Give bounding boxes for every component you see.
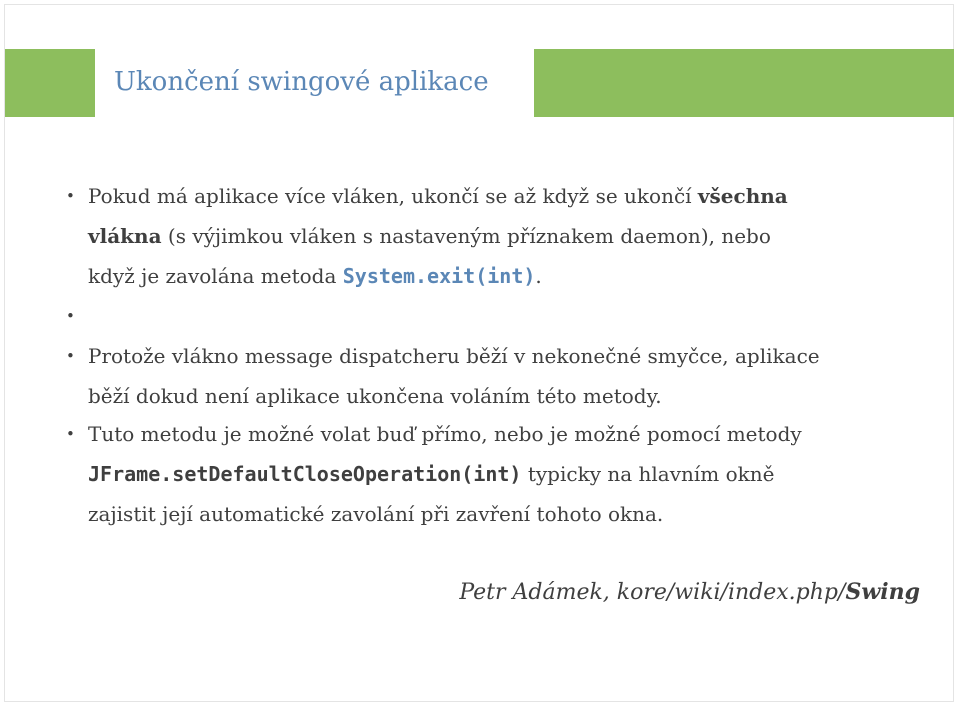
bullet-3-line-1: Protože vlákno message dispatcheru běží v nekonečné smyčce, aplikace [88, 344, 820, 368]
bullet-4-line-1: Tuto metodu je možné volat buď přímo, nebo je možné pomocí metody [88, 422, 802, 446]
header-band-left [5, 49, 95, 117]
slide-title: Ukončení swingové aplikace [114, 67, 489, 97]
bullet-icon: • [66, 347, 75, 365]
bullet-4-line-3: zajistit její automatické zavolání při zavření tohoto okna. [88, 502, 664, 526]
bullet-1-line-2: vlákna (s výjimkou vláken s nastaveným příznakem daemon), nebo [88, 224, 771, 248]
bullet-item-3 [88, 336, 918, 416]
header-band-right [534, 49, 954, 117]
bullet-icon: • [66, 425, 75, 443]
bullet-1-line-1: Pokud má aplikace více vláken, ukončí se až když se ukončí všechna [88, 184, 788, 208]
bullet-item-4 [88, 414, 918, 534]
bullet-1-line-3: když je zavolána metoda System.exit(int). [88, 264, 542, 288]
bullet-item-1 [88, 176, 918, 296]
bullet-4-line-2: JFrame.setDefaultCloseOperation(int) typicky na hlavním okně [88, 462, 775, 486]
footer-credit: Petr Adámek, kore/wiki/index.php/Swing [459, 579, 920, 605]
bullet-icon: • [66, 307, 75, 325]
bullet-3-line-2: běží dokud není aplikace ukončena voláním této metody. [88, 384, 662, 408]
bullet-icon: • [66, 187, 75, 205]
